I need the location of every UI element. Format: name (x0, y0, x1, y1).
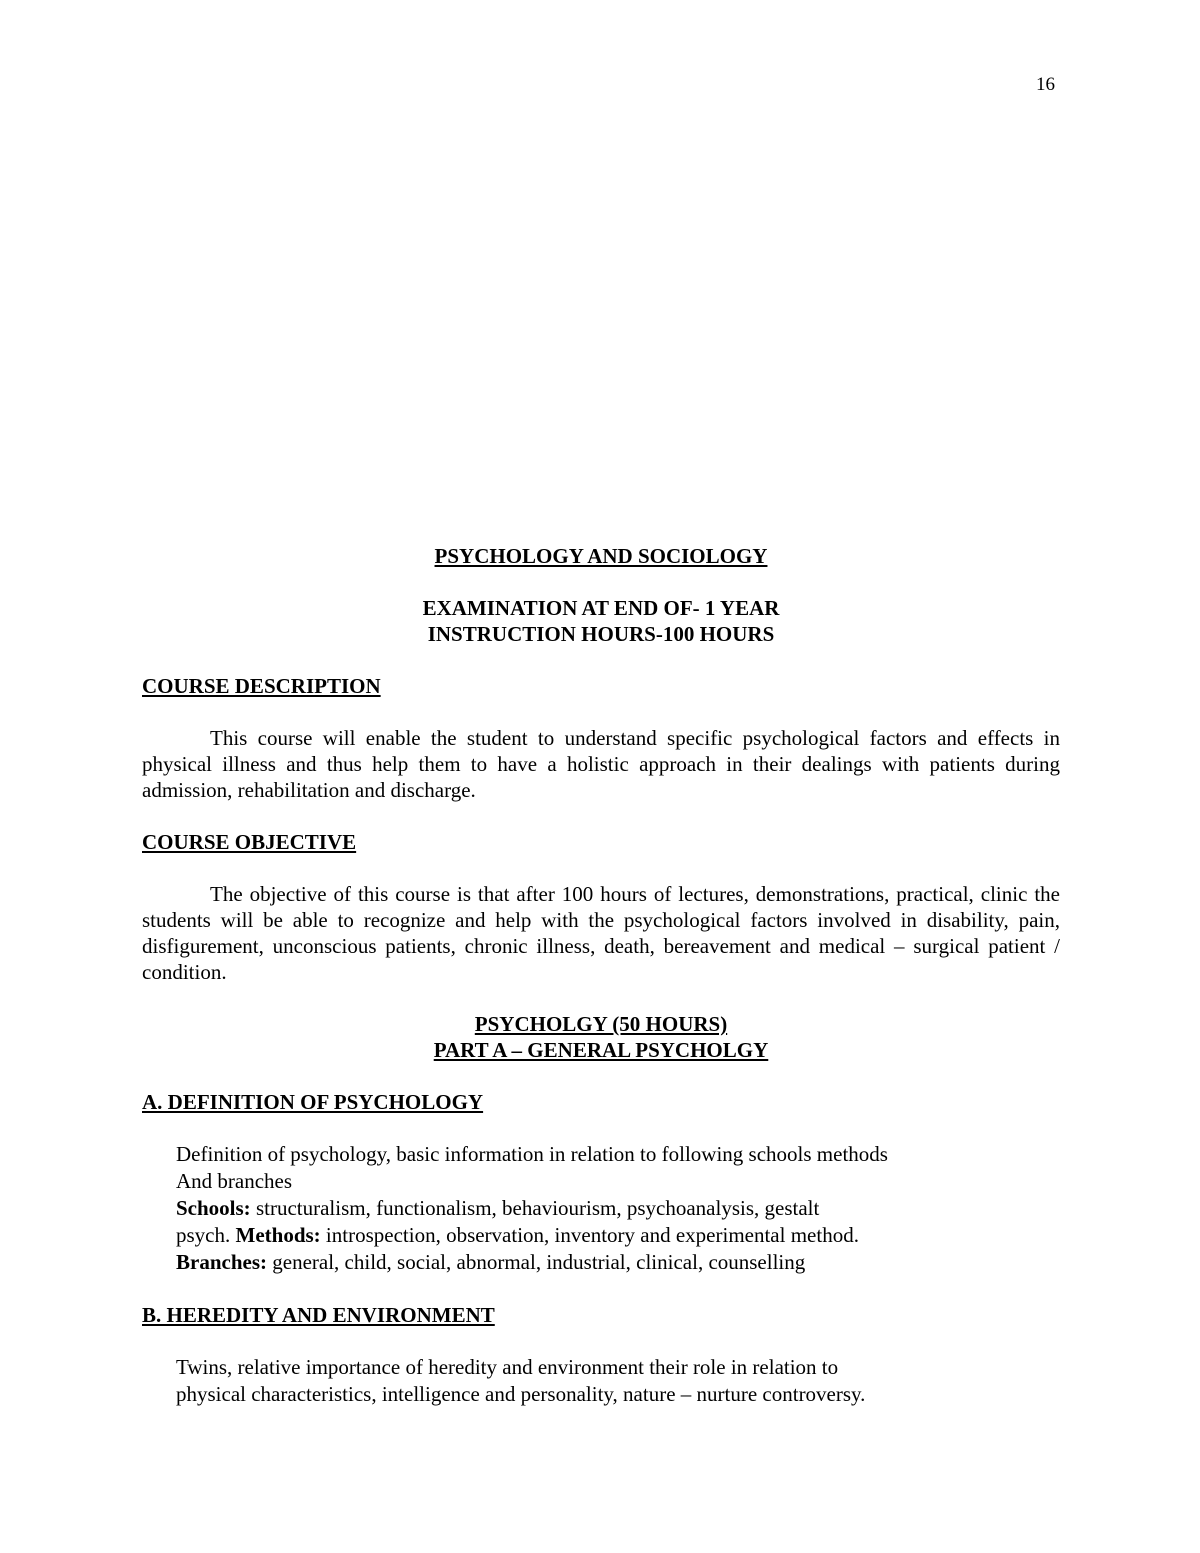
exam-line: EXAMINATION AT END OF- 1 YEAR (422, 596, 780, 620)
section-a-body (176, 1141, 1060, 1276)
course-objective-text: The objective of this course is that after 100 hours of lectures, demonstrations, practical, clinic the students will be able to recognize and help with the psychological factors involved in disability, pain, disfigurement, unconscious patients, chronic illness, death, bereavement and medical – surgical patient / condition. (142, 882, 1060, 984)
course-description-heading: COURSE DESCRIPTION (142, 674, 381, 698)
schools-line (176, 1195, 1060, 1222)
branches-label: Branches: (176, 1250, 267, 1274)
methods-label: Methods: (235, 1223, 321, 1247)
section-b-heading: B. HEREDITY AND ENVIRONMENT (142, 1303, 495, 1327)
exam-info (142, 595, 1060, 647)
schools-text: structuralism, functionalism, behaviourism, psychoanalysis, gestalt (250, 1196, 820, 1220)
psych-prefix: psych. (176, 1223, 236, 1247)
schools-label: Schools: (176, 1196, 251, 1220)
instruction-hours-line: INSTRUCTION HOURS-100 HOURS (427, 622, 775, 646)
document-body (142, 543, 1060, 1408)
methods-line (176, 1222, 1060, 1249)
methods-text: introspection, observation, inventory and experimental method. (320, 1223, 859, 1247)
part-title-block (142, 1011, 1060, 1063)
part-subtitle: PART A – GENERAL PSYCHOLGY (433, 1038, 769, 1062)
section-a-line-2: And branches (176, 1169, 293, 1193)
course-description-text: This course will enable the student to understand specific psychological factors and effects in physical illness and thus help them to have a holistic approach in their dealings with patients during admission, rehabilitation and discharge. (142, 726, 1060, 802)
section-b-line-1: Twins, relative importance of heredity and environment their role in relation to (176, 1355, 839, 1379)
branches-line (176, 1249, 1060, 1276)
branches-text: general, child, social, abnormal, industrial, clinical, counselling (267, 1250, 806, 1274)
course-objective-heading: COURSE OBJECTIVE (142, 830, 357, 854)
part-title: PSYCHOLGY (50 HOURS) (474, 1012, 728, 1036)
section-b-body (176, 1354, 1060, 1408)
document-title: PSYCHOLOGY AND SOCIOLOGY (434, 544, 768, 568)
page-number: 16 (1036, 74, 1055, 95)
section-a-line-1: Definition of psychology, basic information in relation to following schools methods (176, 1142, 888, 1166)
section-a-heading: A. DEFINITION OF PSYCHOLOGY (142, 1090, 484, 1114)
section-b-line-2: physical characteristics, intelligence and personality, nature – nurture controversy. (176, 1382, 866, 1406)
